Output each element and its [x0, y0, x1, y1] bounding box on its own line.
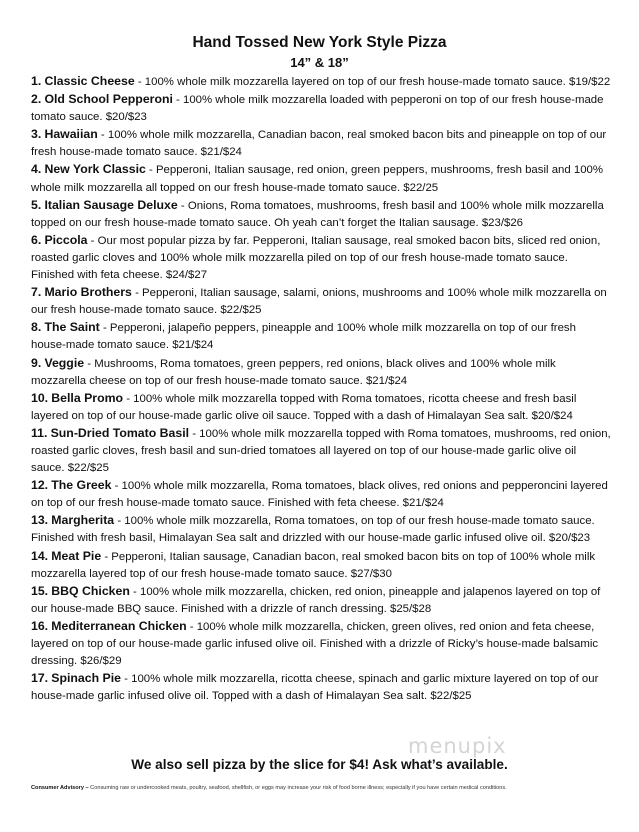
- menu-item: [31, 512, 611, 547]
- menu-item: [31, 477, 611, 512]
- menu-item-name: Meat Pie: [51, 548, 102, 563]
- menu-item: [31, 425, 611, 477]
- menu-item-number: 15.: [31, 583, 49, 598]
- menu-item-description: - Pepperoni, Italian sausage, salami, onions, mushrooms and 100% whole milk mozzarella on our fresh house-made tomato sauce. $22/$25: [31, 287, 607, 317]
- menu-item-description: - 100% whole milk mozzarella, chicken, green olives, red onion and feta cheese, layered on top of our house-made garlic infused olive oil. Finished with a drizzle of Ricky’s house-made balsamic dressing. $26/$29: [31, 620, 599, 668]
- menu-item-description: - Onions, Roma tomatoes, mushrooms, fresh basil and 100% whole milk mozzarella topped on our fresh house-made tomato sauce. Oh yeah can’t forget the Italian sausage. $23/$26: [31, 199, 604, 229]
- menu-item-number: 5.: [31, 197, 42, 212]
- menu-item-description: - Mushrooms, Roma tomatoes, green peppers, red onions, black olives and 100% whole milk mozzarella cheese on top of our fresh house-made tomato sauce. $21/$24: [31, 357, 556, 387]
- menu-item-name: The Greek: [51, 478, 112, 493]
- menu-item-number: 2.: [31, 92, 42, 107]
- menu-item: [31, 319, 611, 354]
- menu-item-description: - 100% whole milk mozzarella topped with Roma tomatoes, ricotta cheese and fresh basil layered on top of our house-made garlic olive oil sauce. Topped with a dash of Himalayan Sea salt. $20/$24: [31, 392, 577, 422]
- menu-item-name: The Saint: [44, 320, 100, 335]
- menu-item-number: 11.: [31, 425, 48, 440]
- menu-item-name: Sun-Dried Tomato Basil: [50, 425, 190, 440]
- page-title: Hand Tossed New York Style Pizza: [192, 34, 447, 51]
- menu-item-description: - 100% whole milk mozzarella layered on top of our fresh house-made tomato sauce. $19/$22: [134, 76, 611, 88]
- menu-item-name: Veggie: [44, 355, 85, 370]
- menu-item: [31, 126, 611, 161]
- menu-item: [31, 91, 611, 126]
- menu-item: [31, 197, 611, 232]
- menu-item-number: 4.: [31, 162, 42, 177]
- menu-item-name: Spinach Pie: [51, 671, 121, 686]
- menu-item-name: Mediterranean Chicken: [51, 618, 187, 633]
- menu-item-name: Piccola: [44, 232, 88, 247]
- menu-item-number: 3.: [31, 127, 42, 142]
- menu-item-name: Bella Promo: [51, 390, 124, 405]
- menu-item-description: - Pepperoni, jalapeño peppers, pineapple and 100% whole milk mozzarella on top of our fresh house-made tomato sauce. $21/$24: [31, 322, 576, 352]
- menu-item-name: Classic Cheese: [44, 74, 135, 88]
- menu-item-number: 14.: [31, 548, 49, 563]
- advisory-label: Consumer Advisory –: [31, 785, 89, 791]
- consumer-advisory: [31, 785, 621, 791]
- menupix-watermark: menupix: [408, 734, 507, 758]
- menu-item-description: - 100% whole milk mozzarella, Canadian bacon, real smoked bacon bits and pineapple on top of our fresh house-made tomato sauce. $21/$24: [31, 129, 607, 159]
- menu-item-description: - 100% whole milk mozzarella loaded with pepperoni on top of our fresh house-made tomato sauce. $20/$23: [31, 94, 604, 124]
- menu-item-number: 6.: [31, 232, 42, 247]
- menu-item: [31, 284, 611, 319]
- pizza-sizes: 14” & 18”: [290, 55, 349, 70]
- menu-item: [31, 232, 611, 284]
- menu-item: [31, 161, 611, 196]
- menu-item-number: 16.: [31, 618, 49, 633]
- menu-item-description: - Our most popular pizza by far. Pepperoni, Italian sausage, real smoked bacon bits, sliced red onion, roasted garlic cloves and 100% whole milk mozzarella piled on top of our fresh house-made tomato sauce. Finished with feta cheese. $24/$27: [31, 234, 601, 282]
- menu-item: [31, 355, 611, 390]
- menu-item-number: 10.: [31, 390, 49, 405]
- menu-item: [31, 618, 611, 670]
- menu-item-number: 12.: [31, 478, 49, 493]
- menu-item-number: 7.: [31, 285, 42, 300]
- menu-item-description: - Pepperoni, Italian sausage, Canadian bacon, real smoked bacon bits on top of 100% whole milk mozzarella layered top of our fresh house-made tomato sauce. $27/$30: [31, 550, 596, 580]
- menu-item-description: - 100% whole milk mozzarella, Roma tomatoes, on top of our fresh house-made tomato sauce. Finished with fresh basil, Himalayan Sea salt and drizzled with our house-made garlic infused olive oil. $20/$23: [31, 515, 595, 545]
- menu-item-description: - 100% whole milk mozzarella, ricotta cheese, spinach and garlic mixture layered on top of our house-made garlic infused olive oil. Topped with a dash of Himalayan Sea salt. $22/$25: [31, 673, 599, 703]
- menu-item-description: - Pepperoni, Italian sausage, red onion, green peppers, mushrooms, fresh basil and 100% whole milk mozzarella all topped on our fresh house-made tomato sauce. $22/25: [31, 164, 603, 194]
- advisory-text: Consuming raw or undercooked meats, poultry, seafood, shellfish, or eggs may increase your risk of food borne illness; especially if you have certain medical conditions.: [88, 785, 507, 791]
- menu-item-description: - 100% whole milk mozzarella topped with Roma tomatoes, mushrooms, red onion, roasted garlic cloves, fresh basil and sun-dried tomatoes all layered on top of our house-made garlic olive oil sauce. $22/$25: [31, 427, 611, 475]
- menu-item-name: Italian Sausage Deluxe: [44, 197, 178, 212]
- menu-item-name: Mario Brothers: [44, 285, 132, 300]
- menu-item-description: - 100% whole milk mozzarella, Roma tomatoes, black olives, red onions and pepperoncini layered on top of our fresh house-made tomato sauce. Finished with feta cheese. $21/$24: [31, 480, 608, 510]
- menu-item-description: - 100% whole milk mozzarella, chicken, red onion, pineapple and jalapenos layered on top of our house-made BBQ sauce. Finished with a drizzle of ranch dressing. $25/$28: [31, 585, 601, 615]
- menu-item-number: 17.: [31, 671, 49, 686]
- menu-item-number: 9.: [31, 355, 42, 370]
- menu-item: [31, 583, 611, 618]
- menu-item-name: Hawaiian: [44, 127, 98, 142]
- pizza-menu-list: [31, 73, 611, 705]
- menu-item-name: BBQ Chicken: [51, 583, 130, 598]
- menu-item-number: 8.: [31, 320, 42, 335]
- menu-item: [31, 548, 611, 583]
- menu-item-number: 1.: [31, 74, 42, 88]
- menu-item: [31, 670, 611, 705]
- menu-item-name: Old School Pepperoni: [44, 92, 173, 107]
- menu-item: [31, 390, 611, 425]
- menu-item: [31, 73, 611, 91]
- menu-item-name: New York Classic: [44, 162, 146, 177]
- menu-item-number: 13.: [31, 513, 49, 528]
- menu-item-name: Margherita: [51, 513, 115, 528]
- slice-note: We also sell pizza by the slice for $4! Ask what’s available.: [131, 757, 508, 772]
